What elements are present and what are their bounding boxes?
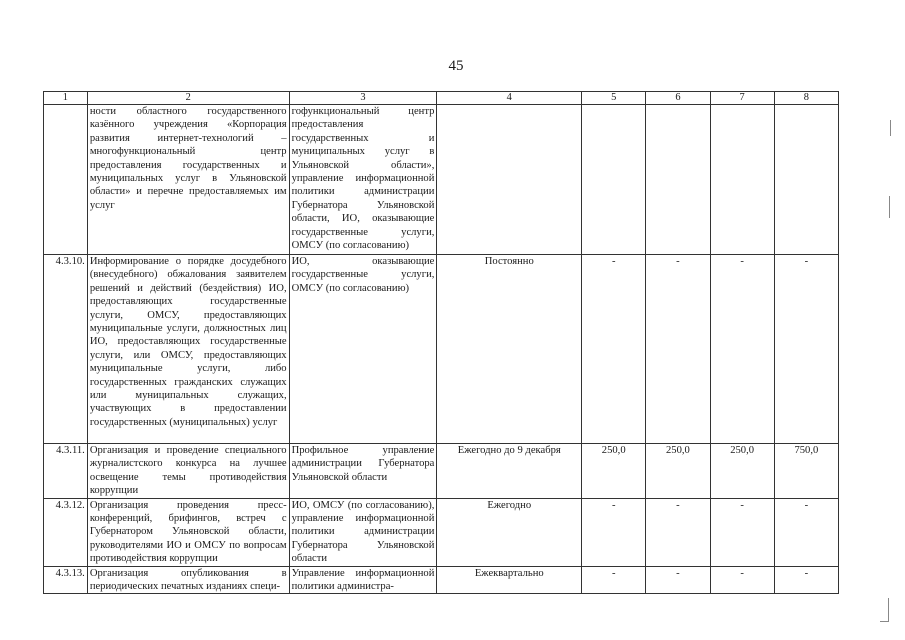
row-number: 4.3.13.	[44, 566, 88, 594]
measure-cell: ности областного государственного казённого учреждения «Корпорация развития интернет-технологий – многофункциональный центр предоставления государственных и муниципальных услуг в Ульяновской области» и перечне предоставляемых им услуг	[87, 105, 289, 255]
value-cell-6: -	[646, 498, 710, 566]
term-cell: Постоянно	[437, 255, 582, 444]
value-cell-6: -	[646, 566, 710, 594]
column-header-6: 6	[646, 92, 710, 105]
row-number: 4.3.12.	[44, 498, 88, 566]
value-cell-8: -	[774, 255, 838, 444]
column-number-row	[44, 92, 839, 105]
column-header-5: 5	[582, 92, 646, 105]
scan-mark	[889, 196, 890, 218]
table-row	[44, 566, 839, 594]
value-cell-8: 750,0	[774, 444, 838, 499]
value-cell-7	[710, 105, 774, 255]
term-cell: Ежеквартально	[437, 566, 582, 594]
term-cell	[437, 105, 582, 255]
value-cell-5: 250,0	[582, 444, 646, 499]
value-cell-8	[774, 105, 838, 255]
value-cell-7: 250,0	[710, 444, 774, 499]
measure-cell: Организация проведения пресс-конференций, брифингов, встреч с Губернатором Ульяновской области, руководителями ИО и ОМСУ по вопросам противодействия коррупции	[87, 498, 289, 566]
table-row	[44, 498, 839, 566]
row-number	[44, 105, 88, 255]
executor-cell: гофункциональный центр предоставления государственных и муниципальных услуг в Ульяновской области», управление информационной политики администрации Губернатора Ульяновской области, ИО, оказывающие государственные услуги, ОМСУ (по согласованию)	[289, 105, 437, 255]
value-cell-5	[582, 105, 646, 255]
column-header-1: 1	[44, 92, 88, 105]
value-cell-5: -	[582, 566, 646, 594]
term-cell: Ежегодно до 9 декабря	[437, 444, 582, 499]
scan-mark	[880, 621, 889, 622]
measure-cell: Организация и проведение специального журналистского конкурса на лучшее освещение темы противодействия коррупции	[87, 444, 289, 499]
value-cell-7: -	[710, 566, 774, 594]
measure-cell: Информирование о порядке досудебного (внесудебного) обжалования заявителем решений и действий (бездействия) ИО, предоставляющих государственные услуги, ОМСУ, предоставляющих муниципальные услуги, должностных лиц ИО, предоставляющих государственные услуги, или ОМСУ, предоставляющих муниципальные услуги, либо государственных гражданских служащих или муниципальных служащих, участвующих в предоставлении государственных (муниципальных) услуг	[87, 255, 289, 444]
value-cell-7: -	[710, 498, 774, 566]
value-cell-6: -	[646, 255, 710, 444]
executor-cell: Управление информационной политики администра-	[289, 566, 437, 594]
column-header-2: 2	[87, 92, 289, 105]
column-header-7: 7	[710, 92, 774, 105]
value-cell-8: -	[774, 498, 838, 566]
value-cell-7: -	[710, 255, 774, 444]
measure-cell: Организация опубликования в периодических печатных изданиях специ-	[87, 566, 289, 594]
executor-cell: ИО, оказывающие государственные услуги, ОМСУ (по согласованию)	[289, 255, 437, 444]
row-number: 4.3.11.	[44, 444, 88, 499]
column-header-8: 8	[774, 92, 838, 105]
table-row	[44, 105, 839, 255]
value-cell-5: -	[582, 255, 646, 444]
executor-cell: Профильное управление администрации Губернатора Ульяновской области	[289, 444, 437, 499]
table-row	[44, 444, 839, 499]
measures-table	[43, 91, 839, 594]
value-cell-5: -	[582, 498, 646, 566]
column-header-4: 4	[437, 92, 582, 105]
column-header-3: 3	[289, 92, 437, 105]
value-cell-6	[646, 105, 710, 255]
value-cell-6: 250,0	[646, 444, 710, 499]
table-row	[44, 255, 839, 444]
value-cell-8: -	[774, 566, 838, 594]
scan-mark	[890, 120, 891, 136]
scan-mark	[888, 598, 889, 622]
executor-cell: ИО, ОМСУ (по согласованию), управление информационной политики администрации Губернатора Ульяновской области	[289, 498, 437, 566]
term-cell: Ежегодно	[437, 498, 582, 566]
row-number: 4.3.10.	[44, 255, 88, 444]
page-number: 45	[448, 58, 464, 74]
